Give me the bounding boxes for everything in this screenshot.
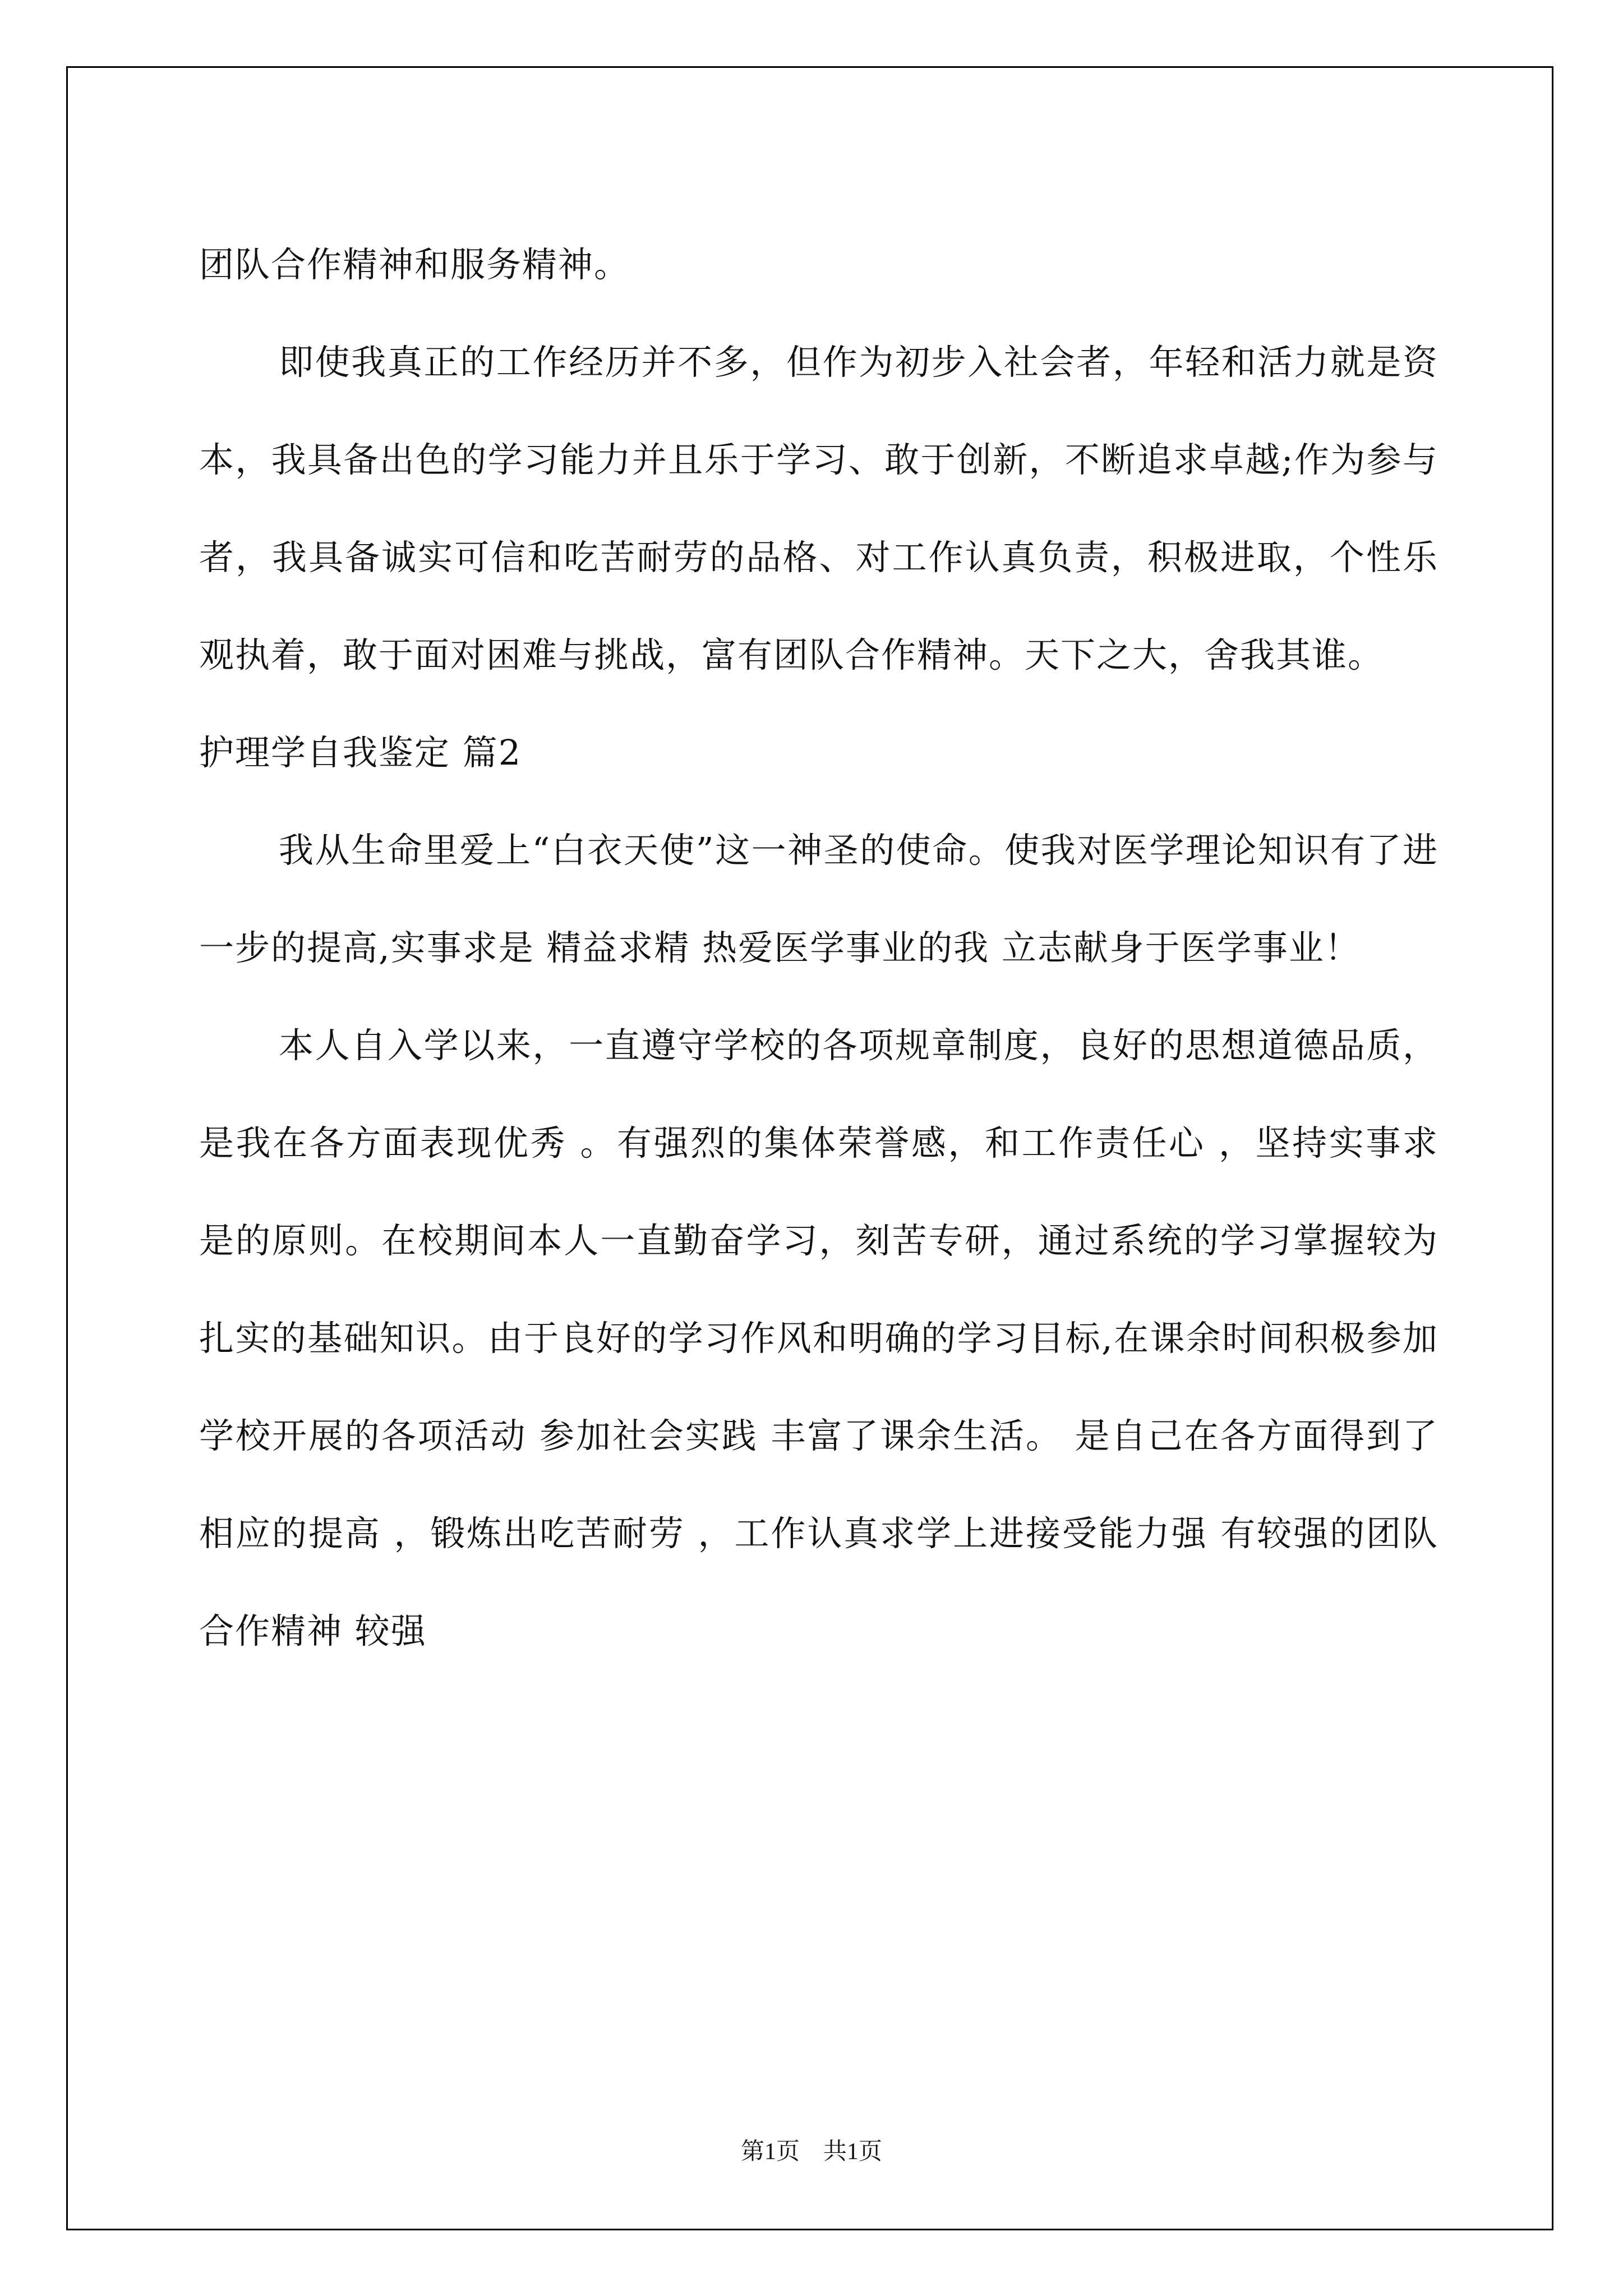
paragraph-2: 即使我真正的工作经历并不多，但作为初步入社会者，年轻和活力就是资本，我具备出色的学习能力并且乐于学习、敢于创新，不断追求卓越;作为参与者，我具备诚实可信和吃苦耐劳的品格、对工作认真负责，积极进取，个性乐观执着，敢于面对困难与挑战，富有团队合作精神。天下之大，舍我其谁。 bbox=[199, 342, 1438, 675]
paragraph-4: 本人自入学以来，一直遵守学校的各项规章制度，良好的思想道德品质，是我在各方面表现优秀 。有强烈的集体荣誉感，和工作责任心 ，坚持实事求是的原则。在校期间本人一直勤奋学习，刻苦专研，通过系统的学习掌握较为扎实的基础知识。由于良好的学习作风和明确的学习目标,在课余时间积极参加学校开展的各项活动 参加社会实践 丰富了课余生活。 是自己在各方面得到了相应的提高 ，锻炼出吃苦耐劳 ，工作认真求学上进接受能力强 有较强的团队合作精神 较强 bbox=[199, 1025, 1438, 1651]
section-heading: 护理学自我鉴定 篇2 bbox=[199, 732, 522, 773]
document-body bbox=[199, 216, 1438, 1680]
paragraph-1: 团队合作精神和服务精神。 bbox=[199, 244, 630, 285]
page-footer: 第1页 共1页 bbox=[740, 2139, 882, 2165]
paragraph-3: 我从生命里爱上“白衣天使”这一神圣的使命。使我对医学理论知识有了进一步的提高,实事求是 精益求精 热爱医学事业的我 立志献身于医学事业！ bbox=[199, 830, 1438, 968]
